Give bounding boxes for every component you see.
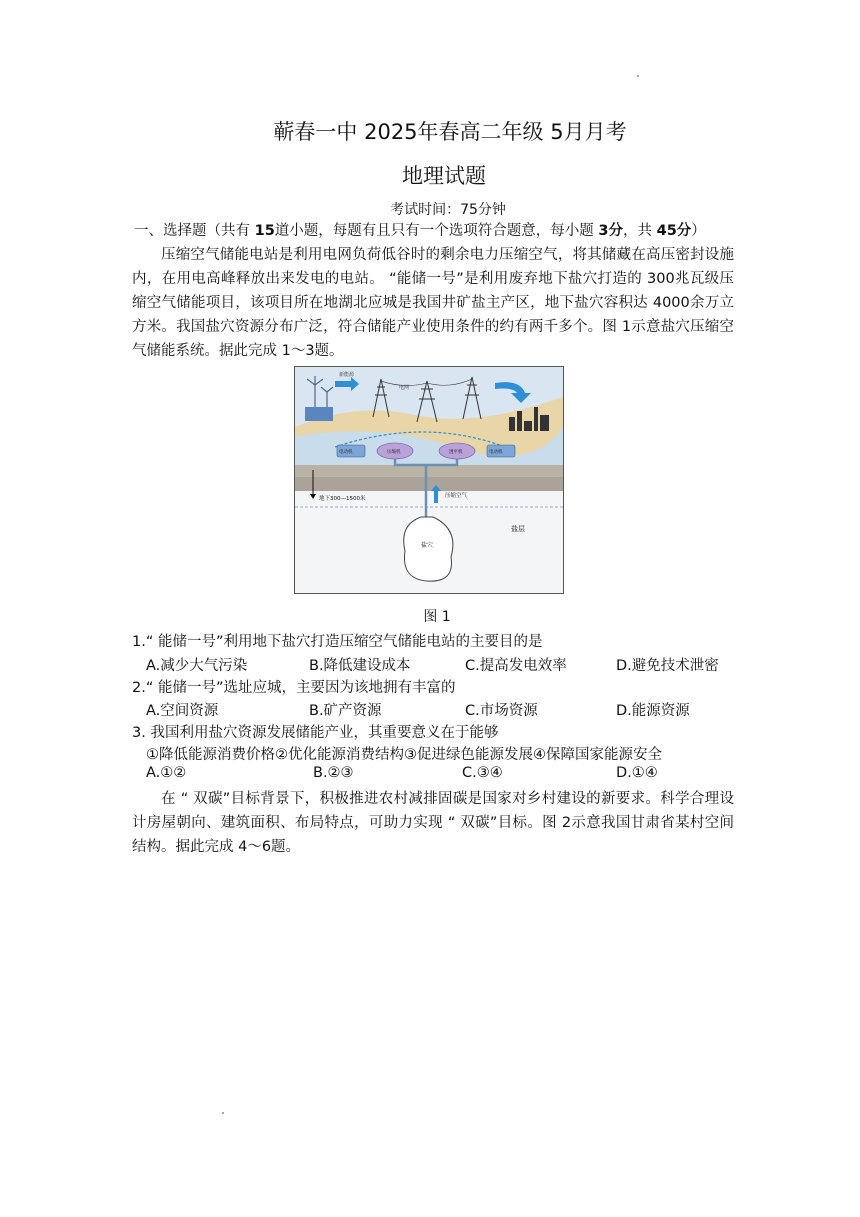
q2-option-c: C.市场资源 bbox=[465, 703, 538, 719]
label-expander: 透平机 bbox=[449, 450, 463, 455]
q3-option-a: A.①② bbox=[146, 765, 187, 781]
q1-option-c: C.提高发电效率 bbox=[465, 658, 567, 674]
q3-statements: ①降低能源消费价格②优化能源消费结构③促进绿色能源发展④保障国家能源安全 bbox=[146, 747, 662, 763]
label-depth: 地下300—1500米 bbox=[319, 496, 366, 502]
label-compressor: 压缩机 bbox=[387, 450, 401, 455]
question-1-stem: 1.“ 能储一号”利用地下盐穴打造压缩空气储能电站的主要目的是 bbox=[132, 634, 543, 650]
passage-1: 压缩空气储能电站是利用电网负荷低谷时的剩余电力压缩空气，将其储藏在高压密封设施内，在用电高峰释放出来发电的电站。 “能储一号”是利用废弃地下盐穴打造的 300兆瓦级压缩空气储能项目，该项目所在地湖北应城是我国井矿盐主产区，地下盐穴容积达 4000余万立方米。我国盐穴资源分布广泛，符合储能产业使用条件的约有两千多个。图 1示意盐穴压缩空气储能系统。据此完成 1～3题。 bbox=[132, 247, 734, 359]
q1-option-b: B.降低建设成本 bbox=[309, 658, 411, 674]
question-3-stem: 3. 我国利用盐穴资源发展储能产业，其重要意义在于能够 bbox=[132, 725, 499, 741]
ground-top bbox=[295, 465, 563, 477]
label-compressed-air: 压缩空气 bbox=[445, 493, 468, 499]
q2-option-b: B.矿产资源 bbox=[309, 703, 382, 719]
q3-option-d: D.①④ bbox=[616, 765, 658, 781]
q3-option-c: C.③④ bbox=[462, 765, 503, 781]
label-salt-cavern: 盐穴 bbox=[421, 542, 434, 549]
label-new-energy: 新能源 bbox=[339, 372, 355, 378]
subject-title: 地理试题 bbox=[402, 164, 486, 188]
label-motor-right: 电动机 bbox=[489, 450, 503, 455]
passage-2: 在 “ 双碳”目标背景下，积极推进农村减排固碳是国家对乡村建设的新要求。科学合理设计房屋朝向、建筑面积、布局特点，可助力实现 “ 双碳”目标。图 2示意我国甘肃省某村空间结构。据此完成 4～6题。 bbox=[132, 791, 734, 855]
salt-cavern-storage-diagram bbox=[295, 367, 563, 593]
ground-layer bbox=[295, 477, 563, 491]
figure-1-caption: 图 1 bbox=[423, 609, 451, 625]
q1-option-a: A.减少大气污染 bbox=[146, 658, 248, 674]
q3-option-b: B.②③ bbox=[313, 765, 354, 781]
figure-1-diagram bbox=[294, 366, 564, 594]
exam-time: 考试时间：75分钟 bbox=[390, 202, 506, 218]
salt-cavern-shape bbox=[404, 517, 453, 581]
q2-option-a: A.空间资源 bbox=[146, 703, 219, 719]
label-salt-layer: 盐层 bbox=[511, 525, 525, 533]
q2-option-d: D.能源资源 bbox=[616, 703, 690, 719]
label-motor-left: 电动机 bbox=[339, 450, 353, 455]
section-heading: 一、选择题（共有 15道小题，每题有且只有一个选项符合题意，每小题 3分，共 45分） bbox=[134, 223, 706, 239]
scan-dot-bottom bbox=[222, 1112, 224, 1114]
label-grid: 电网 bbox=[399, 385, 410, 391]
solar-panel-icon bbox=[305, 407, 333, 421]
exam-title: 蕲春一中 2025年春高二年级 5月月考 bbox=[273, 120, 627, 144]
scan-dot-top bbox=[637, 75, 639, 77]
question-2-stem: 2.“ 能储一号”选址应城，主要因为该地拥有丰富的 bbox=[132, 680, 456, 696]
q1-option-d: D.避免技术泄密 bbox=[616, 658, 719, 674]
